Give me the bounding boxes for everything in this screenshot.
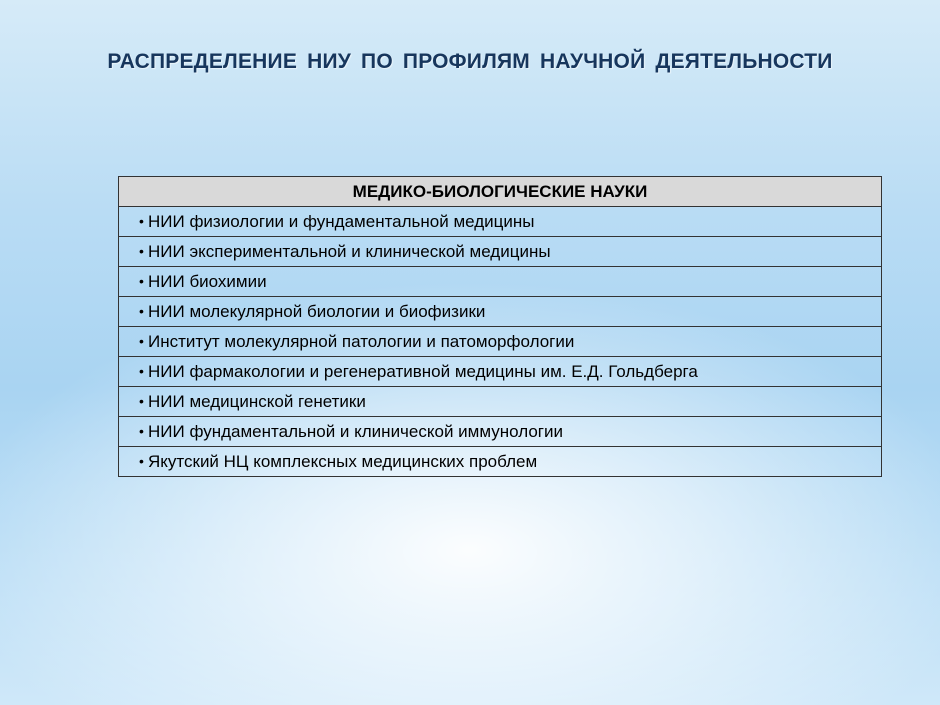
- table-row: [119, 387, 882, 417]
- table-cell: [119, 297, 882, 327]
- table-cell: [119, 447, 882, 477]
- table-cell: [119, 417, 882, 447]
- institute-name: НИИ физиологии и фундаментальной медицины: [148, 211, 535, 231]
- table-row: [119, 267, 882, 297]
- table-row: [119, 447, 882, 477]
- table-cell: [119, 237, 882, 267]
- bullet-icon: •: [139, 332, 144, 349]
- institute-name: НИИ биохимии: [148, 271, 267, 291]
- table-row: [119, 417, 882, 447]
- bullet-icon: •: [139, 422, 144, 439]
- institute-name: НИИ экспериментальной и клинической медицины: [148, 241, 551, 261]
- table-cell: [119, 207, 882, 237]
- institute-name: НИИ фундаментальной и клинической иммунологии: [148, 421, 563, 441]
- bullet-icon: •: [139, 242, 144, 259]
- institutes-table: [118, 176, 882, 477]
- table-header-cell: МЕДИКО-БИОЛОГИЧЕСКИЕ НАУКИ: [119, 177, 882, 207]
- table-row: [119, 327, 882, 357]
- institute-name: Институт молекулярной патологии и патоморфологии: [148, 331, 575, 351]
- bullet-icon: •: [139, 392, 144, 409]
- institute-name: НИИ медицинской генетики: [148, 391, 366, 411]
- table-cell: [119, 387, 882, 417]
- bullet-icon: •: [139, 452, 144, 469]
- institutes-table-container: [118, 176, 882, 477]
- bullet-icon: •: [139, 272, 144, 289]
- bullet-icon: •: [139, 362, 144, 379]
- institute-name: НИИ молекулярной биологии и биофизики: [148, 301, 486, 321]
- table-row: [119, 207, 882, 237]
- table-header-row: [119, 177, 882, 207]
- table-cell: [119, 327, 882, 357]
- table-cell: [119, 267, 882, 297]
- institute-name: НИИ фармакологии и регенеративной медицины им. Е.Д. Гольдберга: [148, 361, 698, 381]
- institute-name: Якутский НЦ комплексных медицинских проблем: [148, 451, 538, 471]
- bullet-icon: •: [139, 212, 144, 229]
- table-cell: [119, 357, 882, 387]
- table-row: [119, 297, 882, 327]
- slide-title: РАСПРЕДЕЛЕНИЕ НИУ ПО ПРОФИЛЯМ НАУЧНОЙ ДЕЯТЕЛЬНОСТИ: [107, 50, 833, 73]
- bullet-icon: •: [139, 302, 144, 319]
- table-row: [119, 237, 882, 267]
- table-row: [119, 357, 882, 387]
